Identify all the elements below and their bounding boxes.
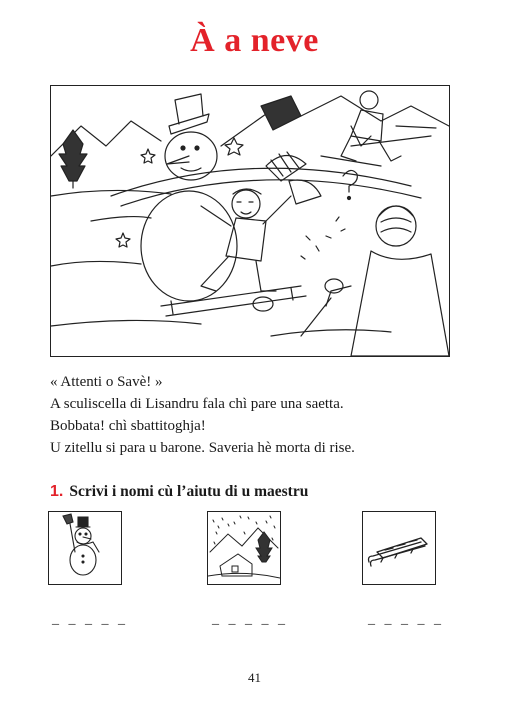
exercise-heading bbox=[50, 483, 490, 501]
answer-blank[interactable]: _ _ _ _ _ bbox=[368, 612, 444, 627]
story-text bbox=[50, 371, 470, 459]
answer-blank[interactable]: _ _ _ _ _ bbox=[52, 612, 128, 627]
exercise-instruction: Scrivi i nomi cù l’aiutu di u maestru bbox=[69, 483, 309, 500]
story-line: « Attenti o Savè! » bbox=[50, 374, 163, 390]
snowy-village-picture bbox=[207, 511, 281, 585]
snowman-picture bbox=[48, 511, 122, 585]
answer-blank[interactable]: _ _ _ _ _ bbox=[212, 612, 288, 627]
story-line: A sculiscella di Lisandru fala chì pare una saetta. bbox=[50, 396, 344, 412]
story-line: U zitellu si para u barone. Saveria hè morta di rise. bbox=[50, 440, 355, 456]
sledding-illustration bbox=[50, 85, 450, 357]
page-number: 41 bbox=[248, 670, 261, 685]
story-line: Bobbata! chì sbattitoghja! bbox=[50, 418, 206, 434]
exercise-number: 1. bbox=[50, 483, 64, 500]
sled-picture bbox=[362, 511, 436, 585]
page-title: À a neve bbox=[190, 22, 319, 59]
